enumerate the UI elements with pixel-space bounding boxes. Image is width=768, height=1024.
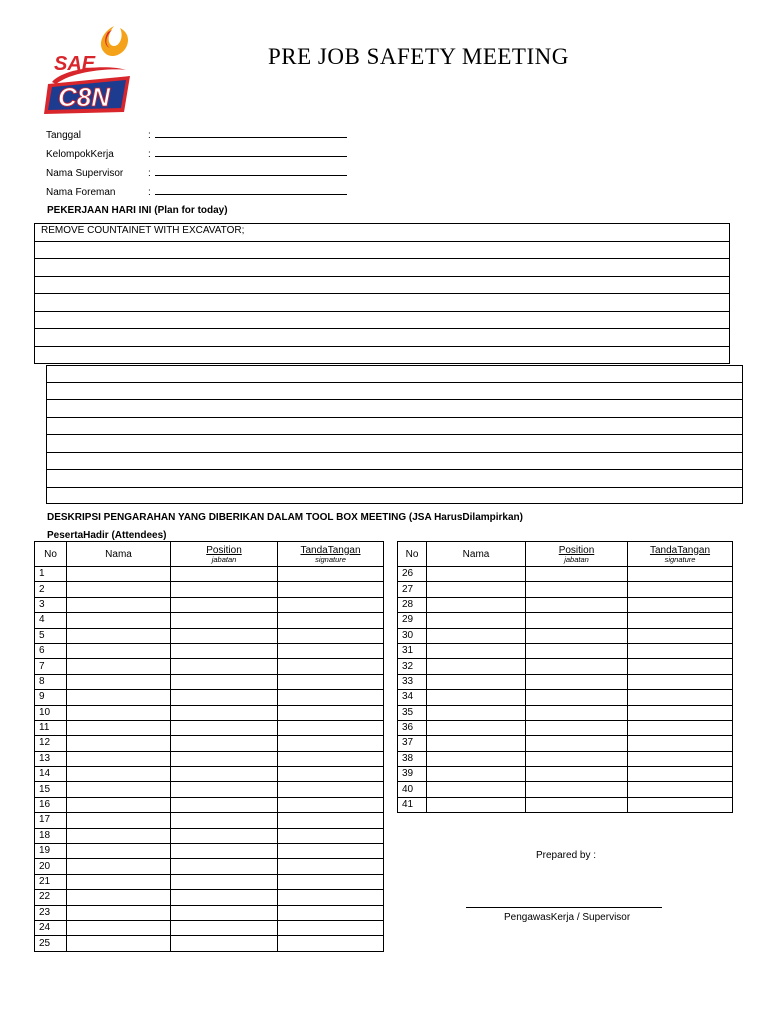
signature-cell[interactable] [278, 705, 384, 720]
name-cell[interactable] [427, 659, 526, 674]
plan-first-line: REMOVE COUNTAINET WITH EXCAVATOR; [41, 225, 245, 236]
col-header-nama: Nama [427, 542, 526, 567]
row-number: 23 [35, 905, 67, 920]
signature-cell[interactable] [278, 597, 384, 612]
name-cell[interactable] [67, 613, 171, 628]
position-cell[interactable] [171, 720, 278, 735]
name-cell[interactable] [67, 890, 171, 905]
col-header-position: Position jabatan [171, 542, 278, 567]
notes-box[interactable] [46, 365, 743, 504]
table-row [35, 813, 384, 828]
table-row [35, 844, 384, 859]
name-cell[interactable] [427, 720, 526, 735]
field-separator: : [148, 130, 151, 141]
row-number: 29 [398, 613, 427, 628]
signature-cell[interactable] [278, 582, 384, 597]
name-cell[interactable] [427, 751, 526, 766]
row-number: 28 [398, 597, 427, 612]
row-number: 16 [35, 797, 67, 812]
company-logo [44, 24, 132, 116]
name-cell[interactable] [67, 674, 171, 689]
row-number: 41 [398, 797, 427, 812]
field-separator: : [148, 149, 151, 160]
col-header-no: No [398, 542, 427, 567]
position-cell[interactable] [526, 751, 628, 766]
notes-line [47, 399, 742, 400]
name-cell[interactable] [67, 767, 171, 782]
table-row [398, 567, 733, 582]
signature-cell[interactable] [628, 597, 733, 612]
row-number: 18 [35, 828, 67, 843]
position-cell[interactable] [526, 567, 628, 582]
signature-cell[interactable] [628, 659, 733, 674]
row-number: 2 [35, 582, 67, 597]
row-number: 7 [35, 659, 67, 674]
name-cell[interactable] [67, 844, 171, 859]
signature-cell[interactable] [628, 613, 733, 628]
name-cell[interactable] [67, 859, 171, 874]
row-number: 38 [398, 751, 427, 766]
name-cell[interactable] [427, 643, 526, 658]
signature-cell[interactable] [628, 582, 733, 597]
row-number: 35 [398, 705, 427, 720]
attendees-heading: PesertaHadir (Attendees) [47, 530, 167, 541]
signature-cell[interactable] [628, 567, 733, 582]
field-separator: : [148, 168, 151, 179]
name-cell[interactable] [427, 782, 526, 797]
field-label: KelompokKerja [46, 149, 114, 160]
row-number: 9 [35, 690, 67, 705]
name-cell[interactable] [67, 628, 171, 643]
table-row [398, 751, 733, 766]
position-cell[interactable] [171, 936, 278, 951]
table-row [35, 890, 384, 905]
signature-cell[interactable] [278, 690, 384, 705]
name-cell[interactable] [67, 567, 171, 582]
row-number: 4 [35, 613, 67, 628]
row-number: 15 [35, 782, 67, 797]
row-number: 24 [35, 920, 67, 935]
plan-line [35, 311, 729, 312]
table-row [35, 643, 384, 658]
name-cell[interactable] [427, 690, 526, 705]
name-cell[interactable] [67, 659, 171, 674]
position-cell[interactable] [171, 751, 278, 766]
signature-cell[interactable] [278, 567, 384, 582]
signature-cell[interactable] [278, 674, 384, 689]
row-number: 12 [35, 736, 67, 751]
col-header-nama: Nama [67, 542, 171, 567]
table-row [35, 597, 384, 612]
notes-line [47, 487, 742, 488]
name-cell[interactable] [427, 736, 526, 751]
table-row [35, 782, 384, 797]
name-cell[interactable] [67, 782, 171, 797]
position-cell[interactable] [171, 613, 278, 628]
name-cell[interactable] [67, 797, 171, 812]
col-header-signature: TandaTangan signature [278, 542, 384, 567]
position-cell[interactable] [171, 582, 278, 597]
signature-cell[interactable] [628, 797, 733, 812]
position-cell[interactable] [171, 674, 278, 689]
position-cell[interactable] [171, 874, 278, 889]
signature-cell[interactable] [278, 859, 384, 874]
name-cell[interactable] [67, 582, 171, 597]
table-row [398, 782, 733, 797]
field-label: Tanggal [46, 130, 82, 141]
name-cell[interactable] [427, 767, 526, 782]
row-number: 14 [35, 767, 67, 782]
name-cell[interactable] [67, 936, 171, 951]
field-separator: : [148, 187, 151, 198]
table-header-row [398, 542, 733, 567]
signature-cell[interactable] [278, 844, 384, 859]
signature-cell[interactable] [628, 751, 733, 766]
attendees-table-right [397, 541, 733, 813]
plan-line [35, 276, 729, 277]
position-cell[interactable] [526, 767, 628, 782]
row-number: 20 [35, 859, 67, 874]
notes-line [47, 434, 742, 435]
signature-cell[interactable] [278, 890, 384, 905]
row-number: 1 [35, 567, 67, 582]
position-cell[interactable] [526, 582, 628, 597]
signature-cell[interactable] [278, 628, 384, 643]
row-number: 31 [398, 643, 427, 658]
plan-line [35, 241, 729, 242]
signature-cell[interactable] [278, 813, 384, 828]
logo-bottom-text: C8N [58, 82, 111, 112]
signature-cell[interactable] [278, 767, 384, 782]
row-number: 30 [398, 628, 427, 643]
notes-line [47, 452, 742, 453]
position-cell[interactable] [526, 705, 628, 720]
table-row [35, 674, 384, 689]
name-cell[interactable] [67, 720, 171, 735]
row-number: 10 [35, 705, 67, 720]
field-label: Nama Foreman [46, 187, 116, 198]
plan-heading: PEKERJAAN HARI INI (Plan for today) [47, 205, 228, 216]
table-row [398, 736, 733, 751]
field-nama-supervisor [46, 166, 347, 179]
name-cell[interactable] [67, 690, 171, 705]
table-row [35, 874, 384, 889]
prepared-by-label: Prepared by : [536, 850, 597, 861]
signature-cell[interactable] [278, 874, 384, 889]
plan-line [35, 293, 729, 294]
signature-cell[interactable] [628, 736, 733, 751]
table-row [35, 936, 384, 951]
position-cell[interactable] [171, 920, 278, 935]
table-row [35, 659, 384, 674]
table-row [35, 690, 384, 705]
name-cell[interactable] [427, 582, 526, 597]
table-row [398, 659, 733, 674]
signature-cell[interactable] [628, 643, 733, 658]
signature-cell[interactable] [278, 920, 384, 935]
table-row [398, 674, 733, 689]
table-row [398, 582, 733, 597]
signature-cell[interactable] [278, 643, 384, 658]
position-cell[interactable] [526, 659, 628, 674]
row-number: 19 [35, 844, 67, 859]
row-number: 26 [398, 567, 427, 582]
table-row [35, 567, 384, 582]
description-heading: DESKRIPSI PENGARAHAN YANG DIBERIKAN DALAM TOOL BOX MEETING (JSA HarusDilampirkan) [47, 512, 523, 523]
row-number: 3 [35, 597, 67, 612]
position-cell[interactable] [526, 797, 628, 812]
position-cell[interactable] [171, 597, 278, 612]
signature-cell[interactable] [278, 720, 384, 735]
position-cell[interactable] [171, 905, 278, 920]
signature-cell[interactable] [278, 613, 384, 628]
table-row [398, 597, 733, 612]
name-cell[interactable] [67, 874, 171, 889]
plan-line [35, 346, 729, 347]
name-cell[interactable] [67, 905, 171, 920]
position-cell[interactable] [171, 782, 278, 797]
name-cell[interactable] [427, 797, 526, 812]
signature-cell[interactable] [278, 797, 384, 812]
position-cell[interactable] [171, 643, 278, 658]
signature-cell[interactable] [628, 720, 733, 735]
signature-cell[interactable] [278, 736, 384, 751]
name-cell[interactable] [67, 736, 171, 751]
name-cell[interactable] [67, 597, 171, 612]
name-cell[interactable] [427, 628, 526, 643]
table-row [35, 705, 384, 720]
row-number: 40 [398, 782, 427, 797]
field-tanggal [46, 128, 347, 141]
position-cell[interactable] [171, 859, 278, 874]
field-nama-foreman [46, 185, 347, 198]
attendees-table-left [34, 541, 384, 952]
name-cell[interactable] [427, 674, 526, 689]
table-row [35, 751, 384, 766]
notes-line [47, 382, 742, 383]
table-row [398, 613, 733, 628]
row-number: 27 [398, 582, 427, 597]
position-cell[interactable] [171, 567, 278, 582]
row-number: 25 [35, 936, 67, 951]
name-cell[interactable] [67, 705, 171, 720]
table-row [35, 767, 384, 782]
signature-cell[interactable] [628, 674, 733, 689]
field-input-line[interactable] [155, 185, 347, 195]
position-cell[interactable] [171, 797, 278, 812]
table-row [35, 828, 384, 843]
table-row [35, 613, 384, 628]
name-cell[interactable] [427, 613, 526, 628]
row-number: 21 [35, 874, 67, 889]
row-number: 34 [398, 690, 427, 705]
table-row [35, 720, 384, 735]
row-number: 37 [398, 736, 427, 751]
position-cell[interactable] [171, 844, 278, 859]
position-cell[interactable] [526, 597, 628, 612]
row-number: 5 [35, 628, 67, 643]
position-cell[interactable] [171, 828, 278, 843]
name-cell[interactable] [67, 643, 171, 658]
signature-cell[interactable] [278, 782, 384, 797]
table-row [398, 628, 733, 643]
row-number: 32 [398, 659, 427, 674]
table-row [398, 797, 733, 812]
field-label: Nama Supervisor [46, 168, 124, 179]
field-input-line[interactable] [155, 128, 347, 138]
col-header-no: No [35, 542, 67, 567]
field-input-line[interactable] [155, 147, 347, 157]
name-cell[interactable] [67, 751, 171, 766]
table-row [398, 705, 733, 720]
col-header-position: Position jabatan [526, 542, 628, 567]
row-number: 22 [35, 890, 67, 905]
plan-line [35, 328, 729, 329]
row-number: 36 [398, 720, 427, 735]
table-row [398, 643, 733, 658]
signature-cell[interactable] [278, 659, 384, 674]
signature-cell[interactable] [628, 782, 733, 797]
signature-cell[interactable] [278, 905, 384, 920]
position-cell[interactable] [526, 613, 628, 628]
table-row [398, 767, 733, 782]
row-number: 39 [398, 767, 427, 782]
position-cell[interactable] [526, 736, 628, 751]
table-row [398, 690, 733, 705]
position-cell[interactable] [526, 674, 628, 689]
row-number: 13 [35, 751, 67, 766]
supervisor-signature-line[interactable] [466, 907, 662, 908]
position-cell[interactable] [171, 767, 278, 782]
row-number: 8 [35, 674, 67, 689]
position-cell[interactable] [171, 736, 278, 751]
position-cell[interactable] [171, 659, 278, 674]
position-cell[interactable] [171, 890, 278, 905]
position-cell[interactable] [171, 690, 278, 705]
position-cell[interactable] [526, 720, 628, 735]
position-cell[interactable] [526, 690, 628, 705]
position-cell[interactable] [171, 628, 278, 643]
position-cell[interactable] [171, 813, 278, 828]
field-input-line[interactable] [155, 166, 347, 176]
position-cell[interactable] [171, 705, 278, 720]
plan-box[interactable] [34, 223, 730, 364]
name-cell[interactable] [67, 828, 171, 843]
table-row [35, 628, 384, 643]
table-row [35, 859, 384, 874]
signature-cell[interactable] [278, 936, 384, 951]
table-row [398, 720, 733, 735]
col-header-signature: TandaTangan signature [628, 542, 733, 567]
name-cell[interactable] [427, 567, 526, 582]
signature-cell[interactable] [628, 690, 733, 705]
field-kelompok-kerja [46, 147, 347, 160]
name-cell[interactable] [67, 813, 171, 828]
name-cell[interactable] [67, 920, 171, 935]
table-row [35, 920, 384, 935]
table-row [35, 905, 384, 920]
signature-cell[interactable] [278, 828, 384, 843]
notes-line [47, 417, 742, 418]
plan-line [35, 258, 729, 259]
row-number: 6 [35, 643, 67, 658]
position-cell[interactable] [526, 643, 628, 658]
document-title: PRE JOB SAFETY MEETING [268, 44, 569, 69]
name-cell[interactable] [427, 705, 526, 720]
row-number: 17 [35, 813, 67, 828]
signature-cell[interactable] [278, 751, 384, 766]
name-cell[interactable] [427, 597, 526, 612]
supervisor-signature-label: PengawasKerja / Supervisor [504, 912, 631, 923]
row-number: 11 [35, 720, 67, 735]
signature-cell[interactable] [628, 767, 733, 782]
position-cell[interactable] [526, 628, 628, 643]
table-row [35, 736, 384, 751]
notes-line [47, 469, 742, 470]
logo-top-text: SAE [54, 53, 96, 75]
signature-cell[interactable] [628, 705, 733, 720]
table-header-row [35, 542, 384, 567]
row-number: 33 [398, 674, 427, 689]
table-row [35, 582, 384, 597]
position-cell[interactable] [526, 782, 628, 797]
table-row [35, 797, 384, 812]
signature-cell[interactable] [628, 628, 733, 643]
